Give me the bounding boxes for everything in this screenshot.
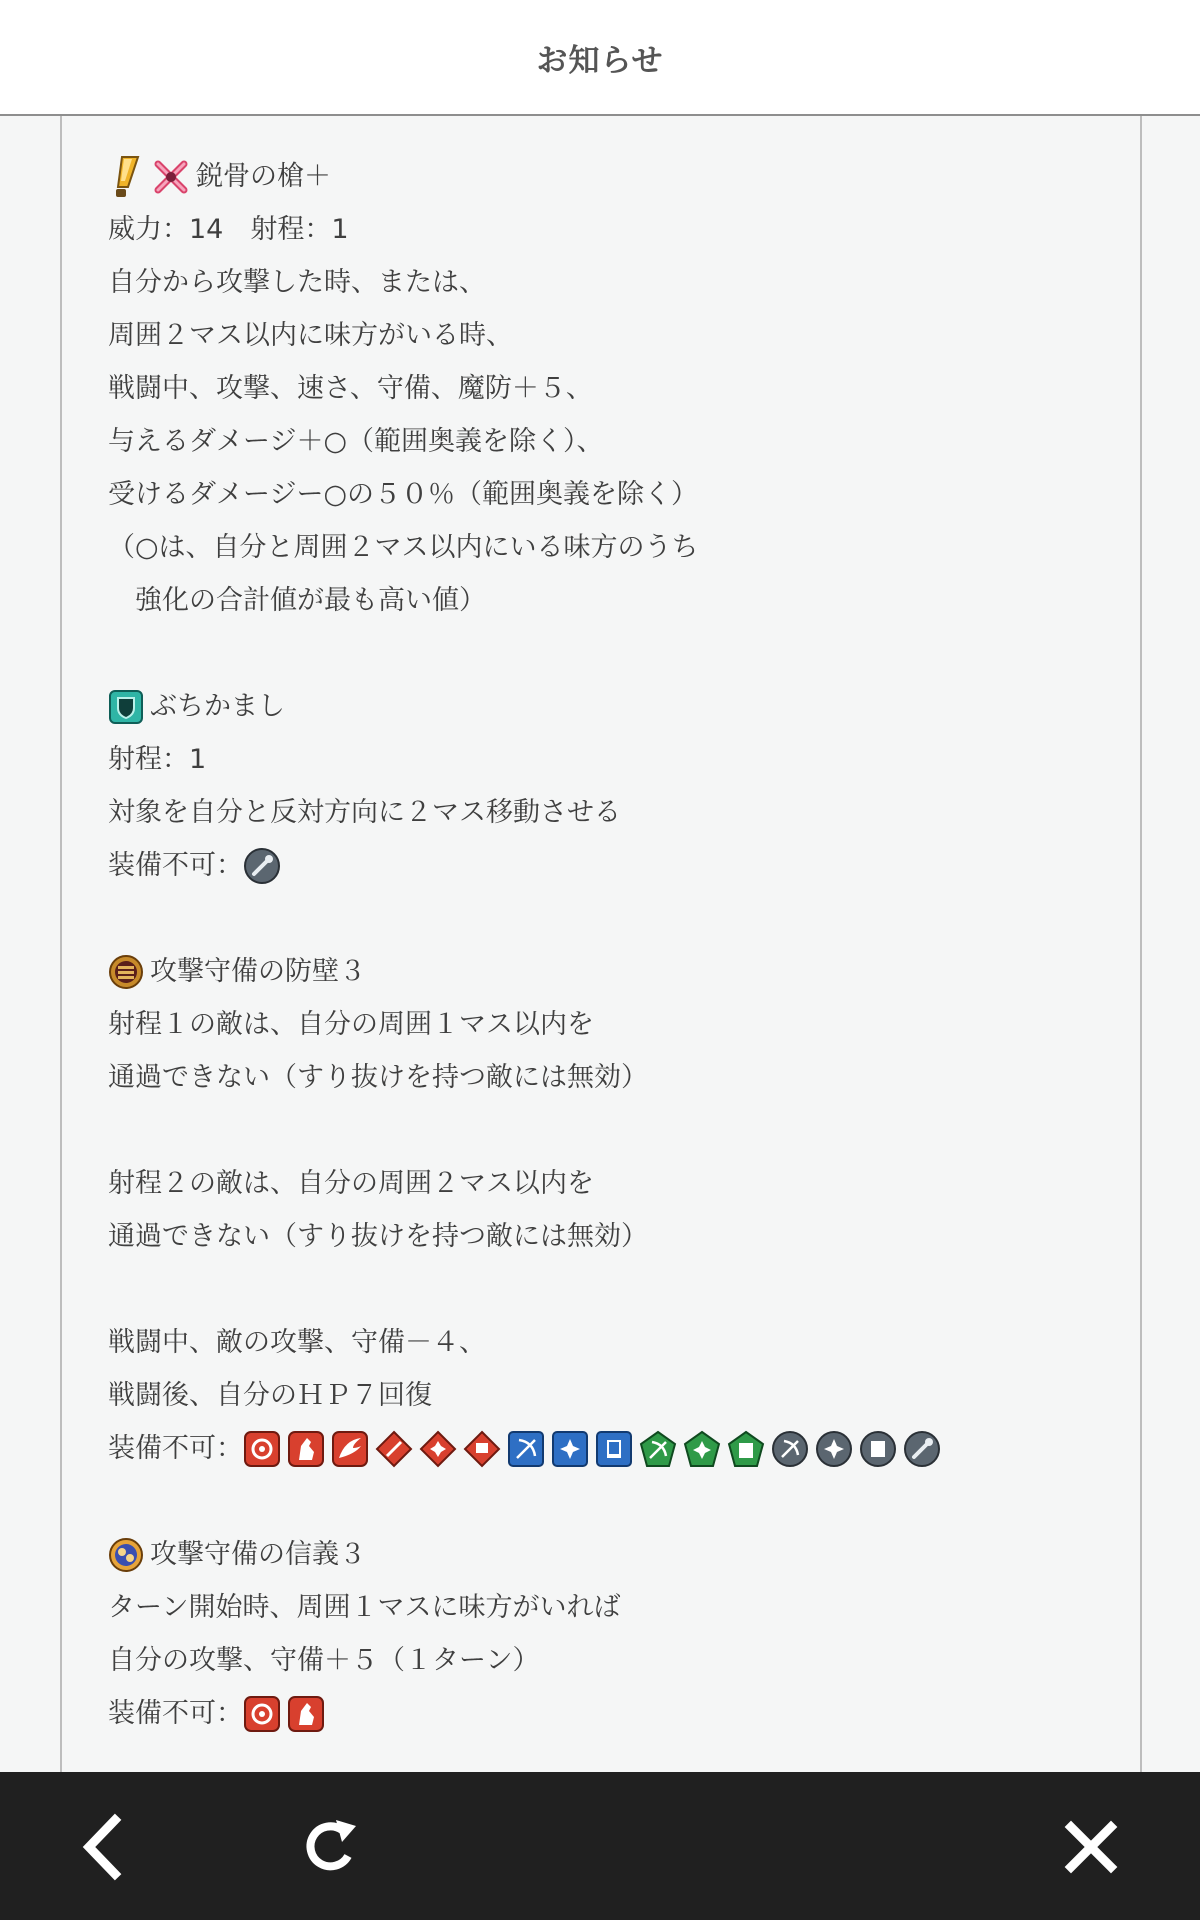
c-skill-restriction: 装備不可： (108, 1687, 1120, 1740)
b-skill-name: 攻撃守備の防壁３ (150, 956, 366, 987)
colorless-bow-icon (771, 1430, 809, 1468)
lance-weapon-icon (108, 155, 146, 199)
weapon-desc-line: 強化の合計値が最も高い値） (108, 585, 486, 616)
spacer (108, 1475, 1120, 1528)
b-skill-desc-line: 射程２の敵は、自分の周囲２マス以内を (108, 1168, 594, 1199)
red-flier-icon (331, 1430, 369, 1468)
spacer (108, 1104, 1120, 1157)
page-title: お知らせ (536, 42, 664, 79)
assist-desc: 対象を自分と反対方向に２マス移動させる (108, 797, 621, 828)
armored-move-icon (152, 158, 190, 196)
b-skill-wall-icon (108, 954, 144, 990)
weapon-stats: 威力：14 射程：1 (108, 214, 349, 245)
reload-icon (296, 1812, 366, 1886)
blue-bow-icon (507, 1430, 545, 1468)
weapon-desc-line: 自分から攻撃した時、または、 (108, 267, 486, 298)
close-button[interactable] (1046, 1804, 1136, 1894)
green-dagger-icon (683, 1430, 721, 1468)
b-skill-title-line (108, 945, 1120, 998)
b-skill-desc-line: 射程１の敵は、自分の周囲１マス以内を (108, 1009, 594, 1040)
blue-dagger-icon (551, 1430, 589, 1468)
colorless-tome-icon (859, 1430, 897, 1468)
spacer (108, 892, 1120, 945)
weapon-desc-line: 与えるダメージ＋○（範囲奥義を除く）、 (108, 426, 604, 457)
red-archer-icon (243, 1430, 281, 1468)
assist-name: ぶちかまし (150, 691, 285, 722)
red-cavalry-icon (287, 1695, 325, 1733)
blue-tome-icon (595, 1430, 633, 1468)
colorless-staff-icon (243, 847, 281, 885)
b-skill-restriction: 装備不可： (108, 1422, 1120, 1475)
assist-range: 射程：1 (108, 744, 207, 775)
back-button[interactable] (58, 1804, 148, 1894)
notice-content[interactable] (60, 116, 1142, 1772)
green-bow-icon (639, 1430, 677, 1468)
notice-header (0, 0, 1200, 116)
weapon-desc-line: 戦闘中、攻撃、速さ、守備、魔防＋５、 (108, 373, 593, 404)
bottom-toolbar (0, 1772, 1200, 1920)
red-tome-icon (463, 1430, 501, 1468)
reload-button[interactable] (286, 1804, 376, 1894)
spacer (108, 1263, 1120, 1316)
c-skill-title-line (108, 1528, 1120, 1581)
weapon-desc-line: （○は、自分と周囲２マス以内にいる味方のうち (108, 532, 699, 563)
red-shuriken-icon (419, 1430, 457, 1468)
c-skill-name: 攻撃守備の信義３ (150, 1539, 366, 1570)
b-skill-desc-line: 通過できない（すり抜けを持つ敵には無効） (108, 1062, 648, 1093)
red-cavalry-icon (287, 1430, 325, 1468)
weapon-desc-line: 周囲２マス以内に味方がいる時、 (108, 320, 513, 351)
colorless-staff-icon (903, 1430, 941, 1468)
b-skill-desc-line: 戦闘後、自分のＨＰ７回復 (108, 1380, 432, 1411)
weapon-desc-line: 受けるダメージー○の５０％（範囲奥義を除く） (108, 479, 699, 510)
colorless-dagger-icon (815, 1430, 853, 1468)
green-tome-icon (727, 1430, 765, 1468)
red-archer-icon (243, 1695, 281, 1733)
spacer (108, 627, 1120, 680)
c-skill-desc-line: ターン開始時、周囲１マスに味方がいれば (108, 1592, 621, 1623)
weapon-name: 鋭骨の槍＋ (196, 161, 331, 192)
c-skill-pact-icon (108, 1537, 144, 1573)
assist-restriction: 装備不可： (108, 839, 1120, 892)
b-skill-desc-line: 戦闘中、敵の攻撃、守備－４、 (108, 1327, 486, 1358)
red-dagger-icon (375, 1430, 413, 1468)
b-skill-desc-line: 通過できない（すり抜けを持つ敵には無効） (108, 1221, 648, 1252)
assist-shield-icon (108, 689, 144, 725)
close-icon (1061, 1817, 1121, 1881)
c-skill-desc-line: 自分の攻撃、守備＋５（１ターン） (108, 1645, 540, 1676)
assist-title-line (108, 680, 1120, 733)
weapon-title-line (108, 150, 1120, 203)
back-icon (73, 1812, 133, 1886)
